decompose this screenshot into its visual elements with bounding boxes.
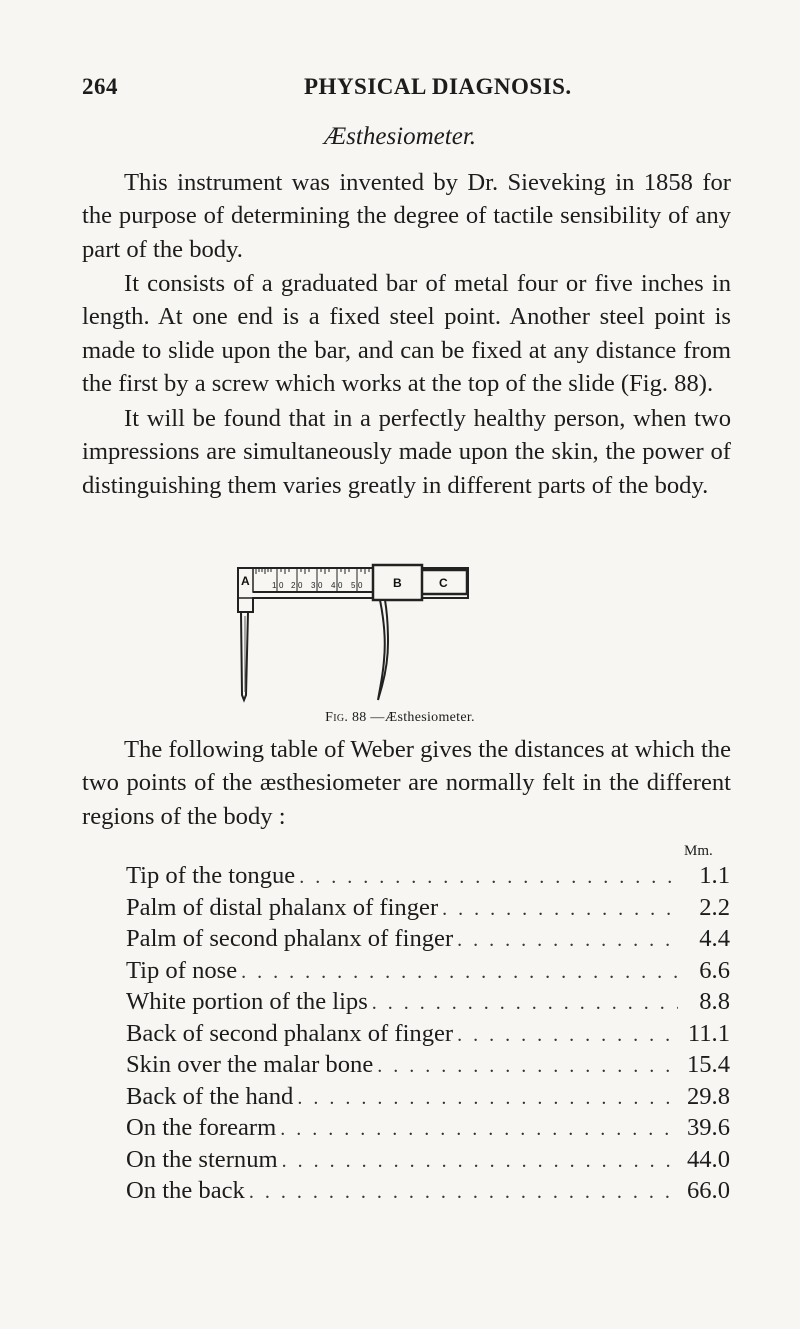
table-row	[126, 1175, 730, 1207]
figure-caption-number: Fig. 88	[325, 710, 367, 725]
running-title: PHYSICAL DIAGNOSIS.	[304, 74, 572, 99]
distance-value: 66.0	[686, 1177, 730, 1204]
table-row	[126, 1144, 730, 1176]
svg-text:2: 2	[291, 581, 296, 590]
dot-leader	[457, 1020, 678, 1052]
body-region: Skin over the malar bone	[126, 1051, 374, 1078]
paragraph-sensitivity: It will be found that in a perfectly healthy person, when two impressions are simultaneously made upon the skin, the power of distinguishing them varies greatly in different parts of the body.	[82, 405, 731, 499]
dot-leader	[457, 925, 678, 957]
table-row	[126, 955, 730, 987]
distance-value: 8.8	[699, 988, 730, 1015]
svg-text:4: 4	[331, 581, 336, 590]
body-region: On the sternum	[126, 1145, 278, 1173]
body-region: Palm of distal phalanx of finger	[126, 893, 439, 921]
dot-leader	[377, 1051, 678, 1083]
figure-label-a: A	[241, 574, 250, 588]
body-region: Tip of the tongue	[126, 862, 296, 889]
section-title: Æsthesiometer.	[323, 123, 477, 150]
distance-value: 15.4	[686, 1051, 730, 1078]
figure-caption	[0, 710, 800, 726]
dot-leader	[249, 1177, 678, 1209]
distance-value: 6.6	[699, 956, 730, 984]
distance-value: 44.0	[686, 1145, 730, 1173]
svg-text:1: 1	[272, 581, 277, 590]
svg-text:0: 0	[318, 581, 323, 590]
table-row	[126, 860, 730, 892]
table-row	[126, 1081, 730, 1113]
aesthesiometer-drawing	[0, 560, 800, 710]
table-row	[126, 1018, 730, 1050]
table-row	[126, 892, 730, 924]
svg-text:0: 0	[298, 581, 303, 590]
dot-leader	[372, 988, 678, 1020]
dot-leader	[241, 957, 678, 989]
scale-ticks	[256, 568, 369, 580]
body-region: On the forearm	[126, 1114, 277, 1141]
svg-text:0: 0	[279, 581, 284, 590]
distance-value: 2.2	[699, 893, 730, 921]
distance-value: 29.8	[686, 1082, 730, 1110]
dot-leader	[282, 1146, 678, 1178]
table-row	[126, 1049, 730, 1081]
dot-leader	[280, 1114, 678, 1146]
sliding-steel-point	[378, 600, 388, 700]
table-row	[126, 1112, 730, 1144]
body-region: White portion of the lips	[126, 988, 368, 1015]
body-region: Back of second phalanx of finger	[126, 1019, 454, 1047]
paragraph-construction: It consists of a graduated bar of metal four or five inches in length. At one end is a fixed steel point. Another steel point is made to slide upon the bar, and can be fixed at any distance from the first by a screw which works at the top of the slide (Fig. 88).	[82, 270, 731, 398]
dot-leader	[442, 894, 678, 926]
table-row	[126, 923, 730, 955]
figure-caption-text: —Æsthesiometer.	[370, 710, 475, 725]
body-region: On the back	[126, 1177, 245, 1204]
figure-label-b: B	[393, 576, 402, 590]
distance-value: 4.4	[699, 925, 730, 952]
svg-text:3: 3	[311, 581, 316, 590]
paragraph-weber-table-intro: The following table of Weber gives the distances at which the two points of the æsthesiometer are normally felt in the different regions of the body :	[82, 736, 731, 830]
paragraph-invention: This instrument was invented by Dr. Sieveking in 1858 for the purpose of determining the degree of tactile sensibility of any part of the body.	[82, 169, 731, 263]
table-row	[126, 986, 730, 1018]
body-region: Tip of nose	[126, 956, 238, 984]
aesthesiometer-figure	[0, 560, 800, 710]
dot-leader	[299, 862, 678, 894]
svg-text:5: 5	[351, 581, 356, 590]
fixed-end-block	[238, 568, 468, 612]
svg-text:0: 0	[338, 581, 343, 590]
distance-value: 11.1	[687, 1019, 730, 1047]
unit-header: Mm.	[684, 843, 713, 859]
figure-label-c: C	[439, 576, 448, 590]
dot-leader	[297, 1083, 678, 1115]
svg-text:0: 0	[358, 581, 363, 590]
distance-value: 39.6	[686, 1114, 730, 1141]
body-region: Back of the hand	[126, 1082, 294, 1110]
page-number: 264	[82, 74, 118, 99]
body-region: Palm of second phalanx of finger	[126, 925, 454, 952]
distance-value: 1.1	[699, 862, 730, 889]
weber-distance-table	[126, 860, 730, 1207]
